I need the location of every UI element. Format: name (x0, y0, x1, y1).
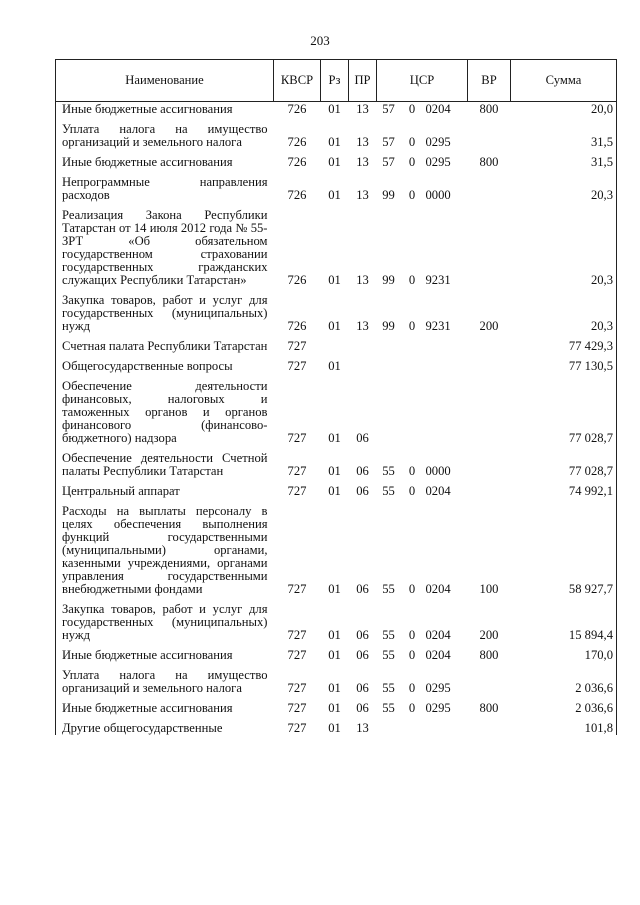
table-row (56, 152, 617, 172)
cell-csr-subprogram: 0 (408, 701, 416, 715)
cell-rz: 01 (328, 188, 341, 202)
cell-vr: 800 (479, 648, 499, 662)
cell-rz: 01 (328, 701, 341, 715)
cell-vr (468, 448, 511, 481)
cell-kvsr: 727 (287, 701, 307, 715)
cell-csr-subprogram: 0 (408, 135, 416, 149)
cell-pr: 13 (356, 319, 369, 333)
cell-sum: 20,3 (511, 172, 617, 205)
header-kvsr: КВСР (274, 60, 321, 102)
cell-kvsr: 726 (287, 135, 307, 149)
table-row (56, 665, 617, 698)
cell-name: Реализация Закона Республики Татарстан от 14 июля 2012 года № 55-ЗРТ «Об обязательном государственном страховании государственных гражданских служащих Республики Татарстан» (56, 205, 274, 290)
header-csr: ЦСР (377, 60, 468, 102)
cell-rz: 01 (328, 582, 341, 596)
cell-vr: 100 (479, 582, 499, 596)
header-name: Наименование (56, 60, 274, 102)
cell-pr: 13 (356, 273, 369, 287)
cell-csr-direction: 0000 (425, 188, 451, 202)
cell-vr (468, 119, 511, 152)
table-row (56, 481, 617, 501)
cell-csr-program: 99 (382, 319, 395, 333)
cell-rz: 01 (328, 464, 341, 478)
cell-kvsr: 727 (287, 339, 307, 353)
table-row (56, 172, 617, 205)
cell-csr-program: 55 (382, 648, 395, 662)
cell-pr (349, 336, 377, 356)
cell-vr (468, 481, 511, 501)
table-row (56, 102, 617, 120)
cell-name: Общегосударственные вопросы (56, 356, 274, 376)
cell-vr: 800 (479, 155, 499, 169)
table-row (56, 448, 617, 481)
cell-csr-direction: 0204 (425, 628, 451, 642)
cell-csr-program (377, 356, 401, 376)
cell-csr-direction (424, 718, 468, 735)
cell-csr-subprogram (401, 356, 424, 376)
cell-rz (321, 336, 349, 356)
cell-rz: 01 (328, 102, 341, 116)
cell-csr-direction: 0295 (425, 701, 451, 715)
table-row (56, 119, 617, 152)
table-header-row (56, 60, 617, 102)
cell-vr: 200 (479, 319, 499, 333)
cell-csr-program (377, 718, 401, 735)
cell-vr (468, 336, 511, 356)
cell-kvsr: 727 (287, 431, 307, 445)
cell-kvsr: 727 (287, 359, 307, 373)
cell-csr-program: 55 (382, 701, 395, 715)
cell-kvsr: 727 (287, 628, 307, 642)
cell-csr-direction: 9231 (425, 319, 451, 333)
cell-pr: 13 (356, 102, 369, 116)
cell-sum: 77 028,7 (511, 376, 617, 448)
cell-sum: 74 992,1 (511, 481, 617, 501)
table-row (56, 336, 617, 356)
cell-csr-direction: 0000 (425, 464, 451, 478)
cell-csr-subprogram: 0 (408, 102, 416, 116)
cell-sum: 20,3 (511, 205, 617, 290)
cell-name: Центральный аппарат (56, 481, 274, 501)
cell-rz: 01 (328, 648, 341, 662)
cell-rz: 01 (328, 135, 341, 149)
cell-pr: 06 (356, 681, 369, 695)
cell-vr (468, 376, 511, 448)
cell-csr-program (377, 336, 401, 356)
cell-rz: 01 (328, 628, 341, 642)
cell-name: Иные бюджетные ассигнования (56, 152, 274, 172)
cell-pr: 06 (356, 484, 369, 498)
cell-name: Расходы на выплаты персоналу в целях обеспечения выполнения функций государственными (муниципальными) органами, казенными учреждениями, органами управления государственными внебюджетными фондами (56, 501, 274, 599)
table-row (56, 205, 617, 290)
table-row (56, 290, 617, 336)
cell-pr: 06 (356, 628, 369, 642)
cell-vr (468, 665, 511, 698)
cell-csr-subprogram: 0 (408, 582, 416, 596)
cell-sum: 58 927,7 (511, 501, 617, 599)
cell-kvsr: 726 (287, 188, 307, 202)
cell-vr (468, 356, 511, 376)
cell-csr-subprogram: 0 (408, 188, 416, 202)
cell-csr-direction: 0295 (425, 135, 451, 149)
cell-csr-program: 99 (382, 188, 395, 202)
cell-csr-direction (424, 356, 468, 376)
table-row (56, 599, 617, 645)
cell-vr (468, 205, 511, 290)
cell-kvsr: 727 (287, 681, 307, 695)
cell-rz: 01 (328, 155, 341, 169)
cell-kvsr: 726 (287, 102, 307, 116)
cell-vr (468, 718, 511, 735)
cell-kvsr: 727 (287, 582, 307, 596)
cell-csr-program: 55 (382, 582, 395, 596)
cell-sum: 77 429,3 (511, 336, 617, 356)
cell-name: Непрограммные направления расходов (56, 172, 274, 205)
cell-rz: 01 (328, 484, 341, 498)
cell-csr-direction: 0204 (425, 648, 451, 662)
cell-csr-program: 55 (382, 628, 395, 642)
cell-sum: 20,0 (511, 102, 617, 120)
cell-csr-subprogram: 0 (408, 464, 416, 478)
cell-csr-program: 57 (382, 102, 395, 116)
cell-kvsr: 727 (287, 464, 307, 478)
cell-csr-direction: 0295 (425, 155, 451, 169)
cell-name: Уплата налога на имущество организаций и земельного налога (56, 119, 274, 152)
cell-pr: 06 (356, 464, 369, 478)
cell-csr-program: 55 (382, 681, 395, 695)
cell-kvsr: 727 (287, 648, 307, 662)
cell-kvsr: 727 (287, 484, 307, 498)
cell-pr: 06 (356, 582, 369, 596)
cell-pr: 06 (356, 431, 369, 445)
cell-sum: 101,8 (511, 718, 617, 735)
cell-vr (468, 172, 511, 205)
header-rz: Рз (321, 60, 349, 102)
cell-csr-subprogram (401, 336, 424, 356)
cell-csr-program: 57 (382, 155, 395, 169)
cell-kvsr: 726 (287, 155, 307, 169)
cell-vr: 200 (479, 628, 499, 642)
cell-pr: 13 (356, 135, 369, 149)
cell-kvsr: 726 (287, 319, 307, 333)
cell-name: Уплата налога на имущество организаций и земельного налога (56, 665, 274, 698)
cell-sum: 31,5 (511, 119, 617, 152)
cell-csr-program: 55 (382, 484, 395, 498)
cell-csr-subprogram: 0 (408, 273, 416, 287)
cell-sum: 31,5 (511, 152, 617, 172)
cell-sum: 20,3 (511, 290, 617, 336)
cell-csr-direction (424, 376, 468, 448)
cell-vr: 800 (479, 102, 499, 116)
cell-name: Другие общегосударственные (56, 718, 274, 735)
cell-vr: 800 (479, 701, 499, 715)
cell-sum: 170,0 (511, 645, 617, 665)
cell-csr-subprogram: 0 (408, 628, 416, 642)
cell-csr-subprogram (401, 718, 424, 735)
cell-kvsr: 727 (287, 721, 307, 735)
page-number: 203 (310, 33, 330, 48)
cell-name: Закупка товаров, работ и услуг для государственных (муниципальных) нужд (56, 599, 274, 645)
header-vr: ВР (468, 60, 511, 102)
cell-sum: 2 036,6 (511, 698, 617, 718)
cell-csr-direction: 0204 (425, 582, 451, 596)
cell-csr-subprogram: 0 (408, 681, 416, 695)
cell-name: Счетная палата Республики Татарстан (56, 336, 274, 356)
cell-name: Иные бюджетные ассигнования (56, 102, 274, 120)
budget-table (55, 59, 617, 735)
cell-pr: 13 (356, 155, 369, 169)
cell-rz: 01 (328, 431, 341, 445)
table-row (56, 645, 617, 665)
cell-csr-program (377, 376, 401, 448)
cell-pr (349, 356, 377, 376)
table-row (56, 698, 617, 718)
table-row (56, 718, 617, 735)
cell-name: Иные бюджетные ассигнования (56, 645, 274, 665)
cell-pr: 13 (356, 188, 369, 202)
cell-csr-program: 99 (382, 273, 395, 287)
cell-csr-subprogram: 0 (408, 319, 416, 333)
cell-pr: 06 (356, 701, 369, 715)
cell-rz: 01 (328, 273, 341, 287)
cell-sum: 77 028,7 (511, 448, 617, 481)
cell-csr-program: 55 (382, 464, 395, 478)
cell-csr-subprogram: 0 (408, 648, 416, 662)
cell-rz: 01 (328, 681, 341, 695)
table-row (56, 501, 617, 599)
cell-rz: 01 (328, 359, 341, 373)
cell-csr-program: 57 (382, 135, 395, 149)
cell-name: Обеспечение деятельности Счетной палаты Республики Татарстан (56, 448, 274, 481)
cell-csr-subprogram: 0 (408, 155, 416, 169)
cell-rz: 01 (328, 721, 341, 735)
cell-csr-direction: 0204 (425, 484, 451, 498)
table-row (56, 356, 617, 376)
cell-pr: 06 (356, 648, 369, 662)
cell-csr-subprogram (401, 376, 424, 448)
cell-sum: 15 894,4 (511, 599, 617, 645)
table-body (56, 102, 617, 736)
cell-name: Обеспечение деятельности финансовых, налоговых и таможенных органов и органов финансового (финансово-бюджетного) надзора (56, 376, 274, 448)
cell-sum: 77 130,5 (511, 356, 617, 376)
cell-sum: 2 036,6 (511, 665, 617, 698)
cell-kvsr: 726 (287, 273, 307, 287)
table-row (56, 376, 617, 448)
header-pr: ПР (349, 60, 377, 102)
cell-csr-direction: 0295 (425, 681, 451, 695)
cell-csr-direction (424, 336, 468, 356)
cell-csr-subprogram: 0 (408, 484, 416, 498)
header-sum: Сумма (511, 60, 617, 102)
cell-pr: 13 (356, 721, 369, 735)
cell-name: Закупка товаров, работ и услуг для государственных (муниципальных) нужд (56, 290, 274, 336)
cell-rz: 01 (328, 319, 341, 333)
cell-csr-direction: 9231 (425, 273, 451, 287)
cell-csr-direction: 0204 (425, 102, 451, 116)
cell-name: Иные бюджетные ассигнования (56, 698, 274, 718)
